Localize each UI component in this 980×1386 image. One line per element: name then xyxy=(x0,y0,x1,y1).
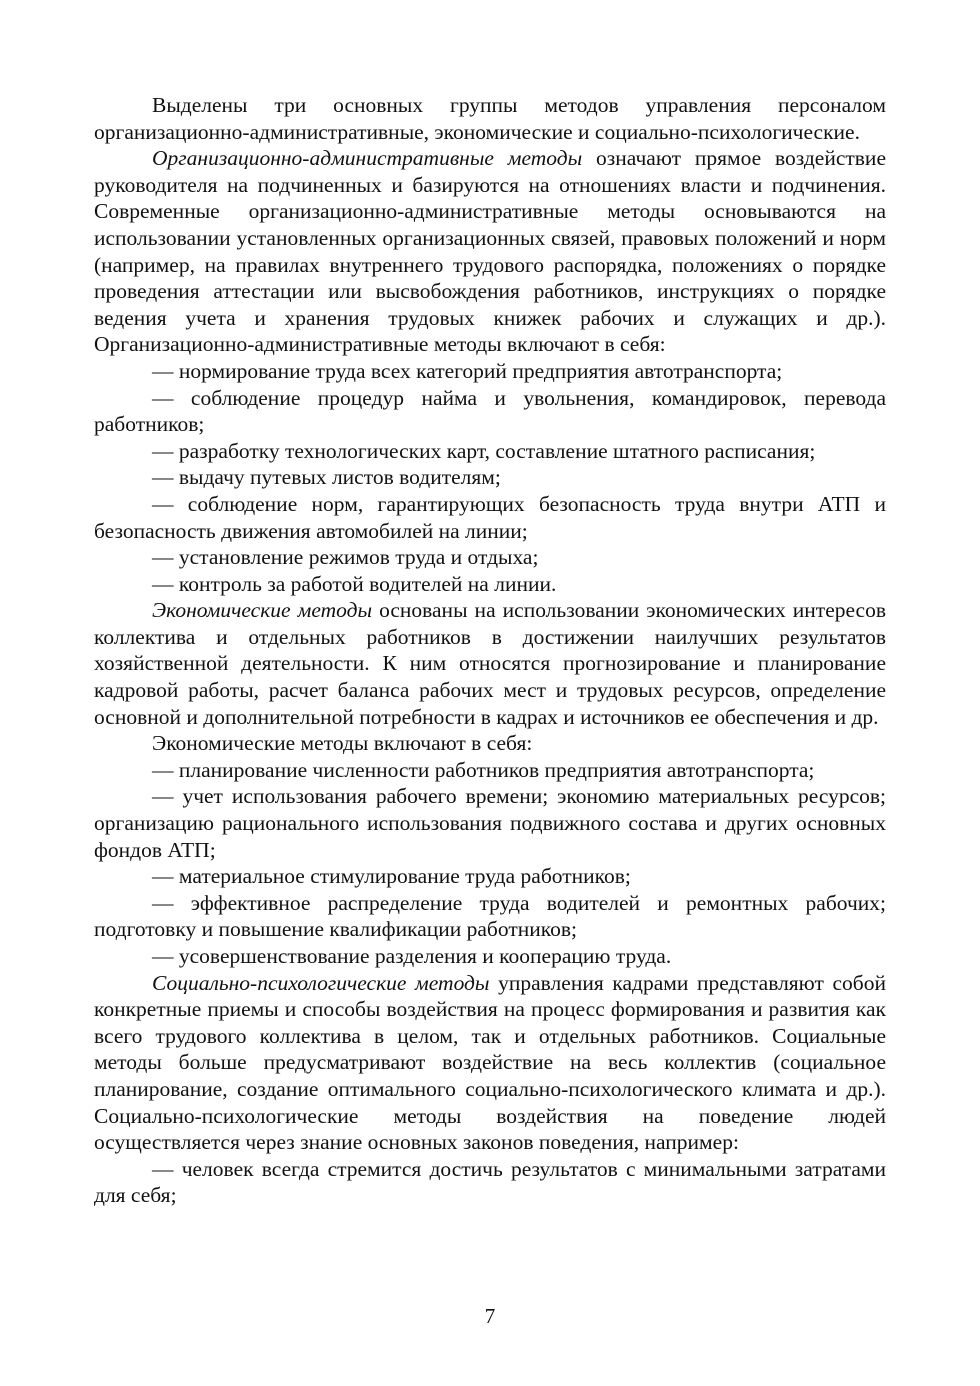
list-item: — материальное стимулирование труда работников; xyxy=(152,864,631,889)
paragraph-org-admin-methods: Организационно-административные методы означают прямое воздействие руководителя на подчиненных и базируются на отношениях власти и подчинения. Современные организационно-административные методы основываются на использовании установленных организационных связей, правовых положений и норм (например, на правилах внутреннего трудового распорядка, положениях о порядке проведения аттестации или высвобождения работников, инструкциях о порядке ведения учета и хранения трудовых книжек рабочих и служащих и др.). Организационно-административные методы включают в себя: xyxy=(94,146,886,357)
list-item: — выдачу путевых листов водителям; xyxy=(152,465,501,490)
list-item: — человек всегда стремится достичь результатов с минимальными затратами для себя; xyxy=(94,1156,886,1208)
paragraph-socio-psych-methods: Социально-психологические методы управления кадрами представляют собой конкретные приемы и способы воздействия на процесс формирования и развития как всего трудового коллектива в целом, так и отдельных работников. Социальные методы больше предусматривают воздействие на весь коллектив (социальное планирование, создание оптимального социально-психологического климата и др.). Социально-психологические методы воздействия на поведение людей осуществляется через знание основных законов поведения, например: xyxy=(94,970,886,1155)
term-socio-psych: Социально-психологические методы xyxy=(152,970,490,995)
list-item: — планирование численности работников предприятия автотранспорта; xyxy=(152,757,815,782)
list-item: — нормирование труда всех категорий предприятия автотранспорта; xyxy=(152,358,783,383)
paragraph-economic-methods: Экономические методы основаны на использовании экономических интересов коллектива и отдельных работников в достижении наилучших результатов хозяйственной деятельности. К ним относятся прогнозирование и планирование кадровой работы, расчет баланса рабочих мест и трудовых ресурсов, определение основной и дополнительной потребности в кадрах и источников ее обеспечения и др. xyxy=(94,598,887,729)
list-item: — усовершенствование разделения и кооперацию труда. xyxy=(152,944,672,968)
list-item: — разработку технологических карт, составление штатного расписания; xyxy=(152,438,816,463)
list-item: — контроль за работой водителей на линии. xyxy=(152,571,557,596)
list-item: — установление режимов труда и отдыха; xyxy=(152,545,539,570)
list-item: — соблюдение процедур найма и увольнения, командировок, перевода работников; xyxy=(94,385,886,437)
page-number: 7 xyxy=(484,1304,496,1328)
page-body xyxy=(94,92,886,1209)
list-item: — эффективное распределение труда водителей и ремонтных рабочих; подготовку и повышение квалификации работников; xyxy=(94,890,886,942)
term-org-admin: Организационно-административные методы xyxy=(152,146,583,171)
list-item: — соблюдение норм, гарантирующих безопасность труда внутри АТП и безопасность движения автомобилей на линии; xyxy=(94,491,886,543)
paragraph-intro: Выделены три основных группы методов управления персоналом организационно-административные, экономические и социально-психологические. xyxy=(94,93,886,144)
list-item: — учет использования рабочего времени; экономию материальных ресурсов; организацию рационального использования подвижного состава и других основных фондов АТП; xyxy=(94,784,886,862)
paragraph-economic-includes: Экономические методы включают в себя: xyxy=(152,731,533,756)
term-economic: Экономические методы xyxy=(152,598,373,623)
